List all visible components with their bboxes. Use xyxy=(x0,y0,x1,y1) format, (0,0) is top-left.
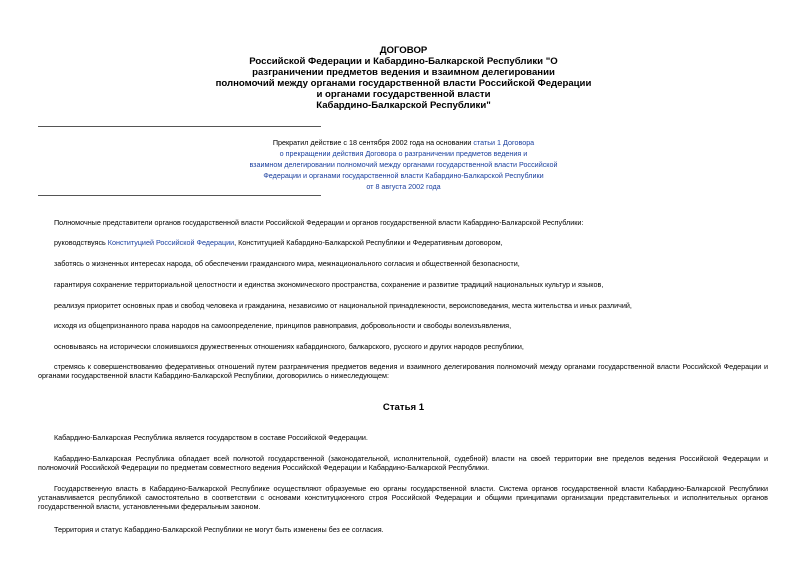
preamble-paragraph: заботясь о жизненных интересах народа, об обеспечении гражданского мира, межнационального согласия и общественной безопасности, xyxy=(54,259,520,268)
article-paragraph: Кабардино-Балкарская Республика обладает всей полнотой государственной (законодательной, исполнительной, судебной) власти на своей территории вне пределов ведения Российской Федерации и полномочий Российской Федерации по предметам совместного ведения Российской Федерации и Кабардино-Балкарской Республики. xyxy=(38,454,768,472)
termination-treaty-date-link[interactable]: от 8 августа 2002 года xyxy=(366,182,441,191)
article-heading: Статья 1 xyxy=(382,402,425,413)
expiry-notice xyxy=(0,137,807,192)
paragraph-text: руководствуясь xyxy=(54,238,108,247)
preamble-paragraph: реализуя приоритет основных прав и свобод человека и гражданина, независимо от национальной принадлежности, вероисповедания, места жительства и иных различий, xyxy=(54,301,632,310)
article-paragraph: Государственную власть в Кабардино-Балкарской Республике осуществляют образуемые ею органы государственной власти. Система органов государственной власти Кабардино-Балкарской Республики устанавливается республикой самостоятельно в соответствии с основами конституционного строя Российской Федерации и общими принципами организации представительных и исполнительных органов государственной власти, установленными федеральным законом. xyxy=(38,484,768,511)
termination-treaty-link-2[interactable]: взаимном делегировании полномочий между органами государственной власти Российской xyxy=(249,160,558,169)
termination-treaty-link-3[interactable]: Федерации и органами государственной власти Кабардино-Балкарской Республики xyxy=(263,171,544,180)
divider-top xyxy=(38,126,321,127)
notice-text: Прекратил действие с 18 сентября 2002 года на основании xyxy=(272,138,474,147)
preamble-paragraph: Полномочные представители органов государственной власти Российской Федерации и органов государственной власти Кабардино-Балкарской Республики: xyxy=(54,218,584,227)
preamble-paragraph: основываясь на исторически сложившихся дружественных отношениях кабардинского, балкарского, русского и других народов республики, xyxy=(54,342,524,351)
title-line: и органами государственной власти xyxy=(316,89,491,100)
title-line: ДОГОВОР xyxy=(379,45,428,56)
title-line: полномочий между органами государственной власти Российской Федерации xyxy=(215,78,592,89)
preamble-paragraph: исходя из общепризнанного права народов на самоопределение, принципов равноправия, добровольности и свободы волеизъявления, xyxy=(54,321,512,330)
preamble-paragraph: гарантируя сохранение территориальной целостности и единства экономического пространства, сохранение и развитие традиций национальных культур и языков, xyxy=(54,280,604,289)
article-1-link[interactable]: статьи 1 Договора xyxy=(473,138,535,147)
divider-bottom xyxy=(38,195,321,196)
document-title xyxy=(0,45,807,111)
article-paragraph: Территория и статус Кабардино-Балкарской Республики не могут быть изменены без ее согласия. xyxy=(54,525,384,534)
preamble-paragraph: стремясь к совершенствованию федеративных отношений путем разграничения предметов ведения и взаимного делегирования полномочий между органами государственной власти Российской Федерации и органами государственной власти Кабардино-Балкарской Республики, договорились о нижеследующем: xyxy=(38,362,768,380)
article-paragraph: Кабардино-Балкарская Республика является государством в составе Российской Федерации. xyxy=(54,433,368,442)
title-line: разграничении предметов ведения и взаимном делегировании xyxy=(252,67,555,78)
preamble-paragraph xyxy=(38,238,768,247)
paragraph-text: , Конституцией Кабардино-Балкарской Республики и Федеративным договором, xyxy=(234,238,503,247)
title-line: Кабардино-Балкарской Республики" xyxy=(316,100,491,111)
title-line: Российской Федерации и Кабардино-Балкарской Республики "О xyxy=(249,56,558,67)
constitution-link[interactable]: Конституцией Российской Федерации xyxy=(107,238,235,247)
termination-treaty-link[interactable]: о прекращении действия Договора о разграничении предметов ведения и xyxy=(279,149,528,158)
